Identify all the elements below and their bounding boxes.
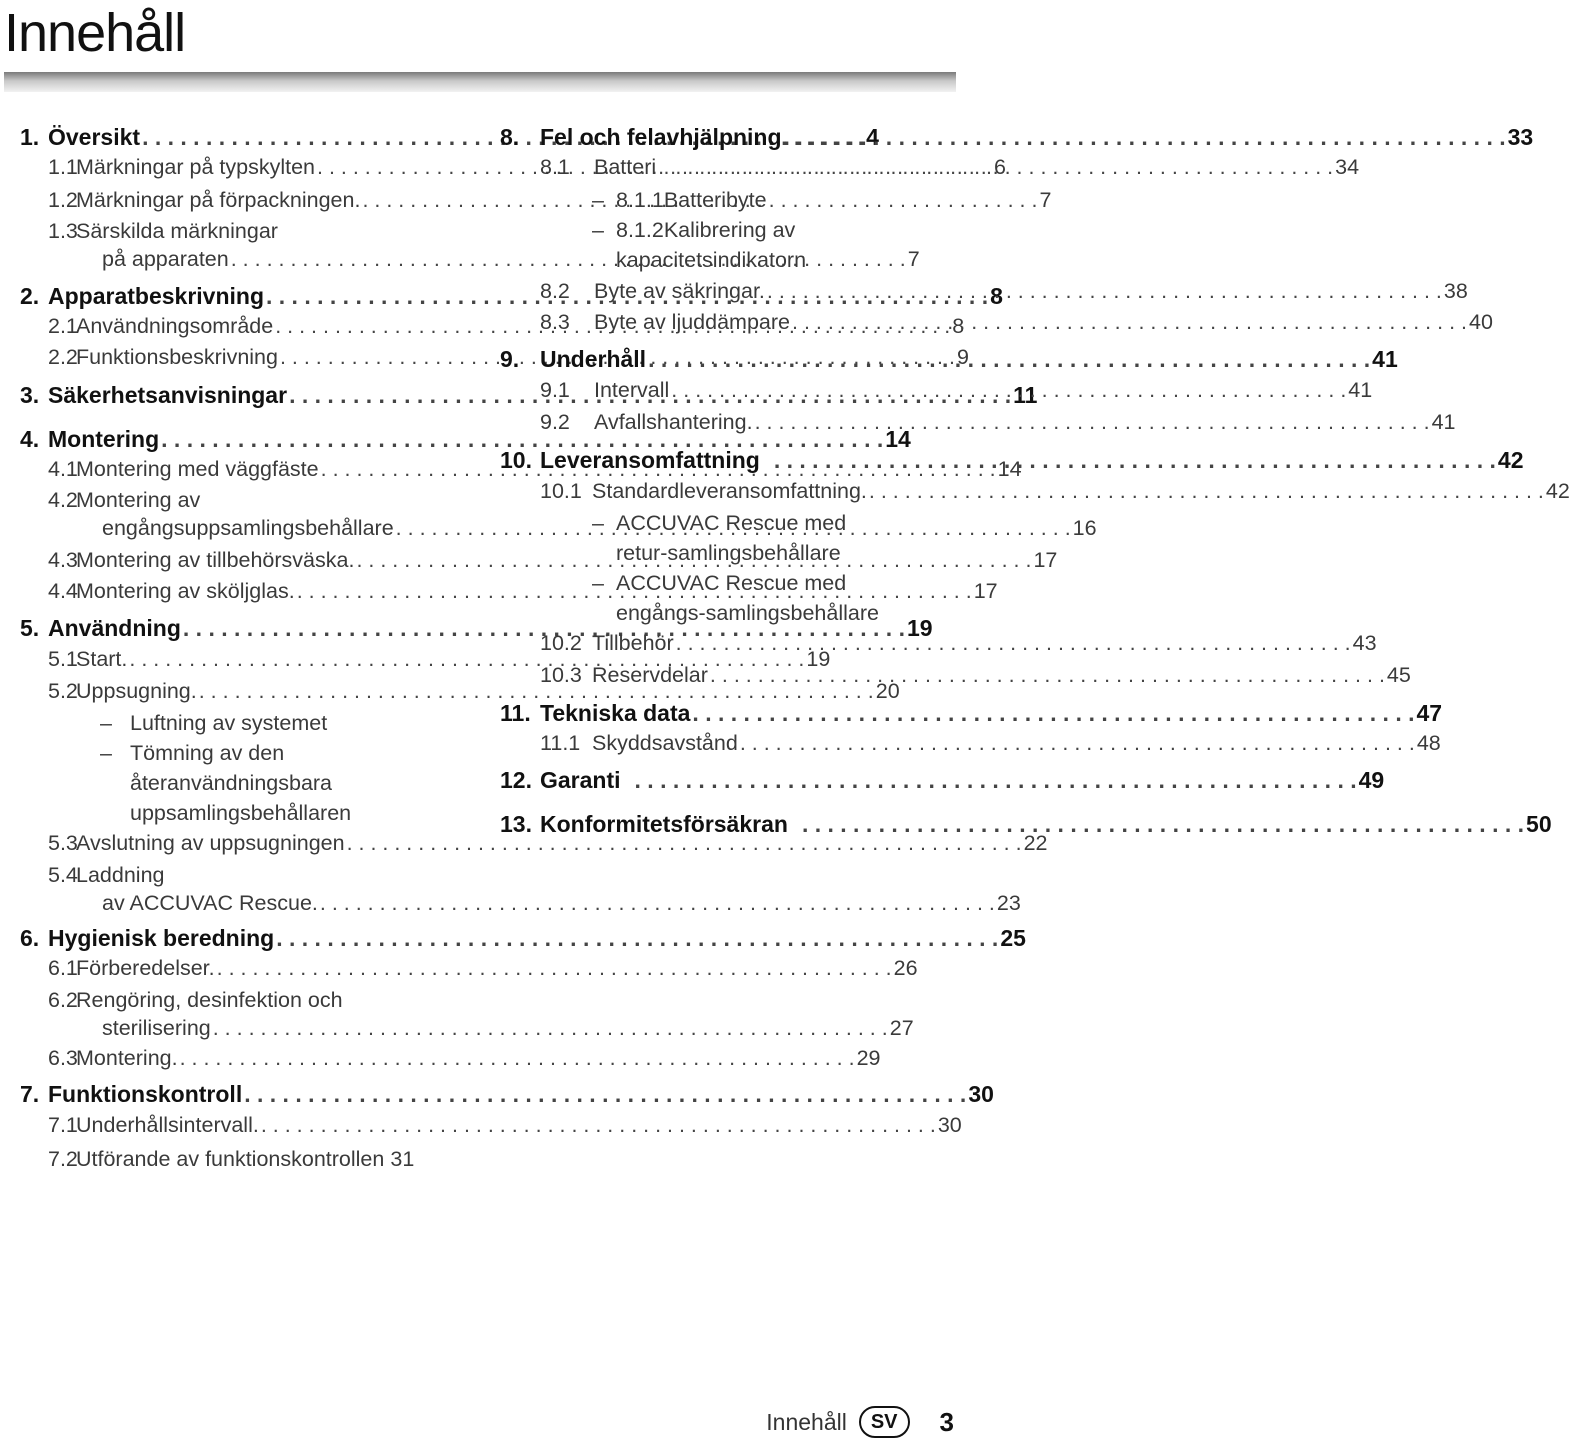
toc-entry-8-1[interactable]: 8.1 Batteri . . . 34 xyxy=(500,153,950,181)
toc-entry-10[interactable]: 10. Leveransomfattning . . . 42 xyxy=(500,446,950,474)
toc-entry-4-4[interactable]: 4.4 Montering av sköljglas. . . . 17 xyxy=(20,577,458,605)
toc-entry-9-1[interactable]: 9.1 Intervall . . . 41 xyxy=(500,376,950,404)
footer-label: Innehåll xyxy=(766,1408,847,1435)
toc-subitem-5-2-b[interactable]: – Tömning av den återanvändningsbara uppsamlingsbehållaren xyxy=(100,741,352,825)
page-title: Innehåll xyxy=(4,3,186,63)
toc-entry-6-3[interactable]: 6.3 Montering. . . . 29 xyxy=(20,1044,458,1072)
toc-entry-5-4[interactable]: 5.4 Laddning av ACCUVAC Rescue. . . . 23 xyxy=(20,861,458,917)
toc-entry-5[interactable]: 5. Användning . . . 19 xyxy=(20,614,458,642)
toc-subitem-8-1-1[interactable]: – 8.1.1 Batteribyte xyxy=(592,188,767,212)
page-footer xyxy=(766,1406,954,1438)
toc-entry-3[interactable]: 3. Säkerhetsanvisningar . . . 11 xyxy=(20,381,458,409)
toc-subitem-5-2-a[interactable]: – Luftning av systemet xyxy=(100,711,328,735)
toc-entry-5-1[interactable]: 5.1 Start. . . . 19 xyxy=(20,645,458,673)
toc-entry-10-2[interactable]: 10.2 Tillbehör . . . 43 xyxy=(500,629,950,657)
toc-entry-12[interactable]: 12. Garanti . . . 49 xyxy=(500,766,950,794)
toc-subitem-8-1-2[interactable]: – 8.1.2 Kalibrering av kapacitetsindikatorn xyxy=(592,218,807,272)
toc-entry-7-1[interactable]: 7.1 Underhållsintervall. . . . 30 xyxy=(20,1111,458,1139)
toc-entry-9[interactable]: 9. Underhåll . . . 41 xyxy=(500,345,950,373)
toc-entry-13[interactable]: 13. Konformitetsförsäkran . . . 50 xyxy=(500,810,950,838)
toc-entry-1[interactable]: 1. Översikt . . . 4 xyxy=(20,123,458,151)
toc-entry-9-2[interactable]: 9.2 Avfallshantering. . . . 41 xyxy=(500,408,950,436)
toc-entry-6-2[interactable]: 6.2 Rengöring, desinfektion och sterilisering . . . 27 xyxy=(20,986,458,1042)
toc-entry-5-2[interactable]: 5.2 Uppsugning. . . . 20 xyxy=(20,677,458,705)
toc-entry-1-2[interactable]: 1.2 Märkningar på förpackningen. . . . 7 xyxy=(20,186,458,214)
toc-entry-2-1[interactable]: 2.1 Användningsområde . . . 8 xyxy=(20,312,458,340)
toc-entry-4-3[interactable]: 4.3 Montering av tillbehörsväska. . . . 17 xyxy=(20,546,458,574)
toc-subitem-10-1-a[interactable]: – ACCUVAC Rescue med retur-samlingsbehållare xyxy=(592,511,847,565)
page-number: 3 xyxy=(939,1406,954,1437)
toc-entry-8-3[interactable]: 8.3 Byte av ljuddämpare . . . 40 xyxy=(500,308,950,336)
toc-entry-1-1[interactable]: 1.1 Märkningar på typskylten . . . 6 xyxy=(20,153,458,181)
language-badge: SV xyxy=(859,1406,910,1438)
toc-entry-11[interactable]: 11. Tekniska data . . . 47 xyxy=(500,699,950,727)
toc-entry-2-2[interactable]: 2.2 Funktionsbeskrivning . . . 9 xyxy=(20,343,458,371)
toc-subitem-10-1-b[interactable]: – ACCUVAC Rescue med engångs-samlingsbehållare xyxy=(592,571,879,625)
toc-entry-11-1[interactable]: 11.1 Skyddsavstånd . . . 48 xyxy=(500,729,950,757)
toc-entry-10-3[interactable]: 10.3 Reservdelar . . . 45 xyxy=(500,661,950,689)
title-rule xyxy=(4,72,956,92)
toc-entry-6[interactable]: 6. Hygienisk beredning . . . 25 xyxy=(20,924,458,952)
toc-entry-8-2[interactable]: 8.2 Byte av säkringar. . . . 38 xyxy=(500,277,950,305)
toc-entry-7-2[interactable]: 7.2 Utförande av funktionskontrollen 31 xyxy=(48,1147,415,1171)
toc-entry-4-1[interactable]: 4.1 Montering med väggfäste . . . 14 xyxy=(20,455,458,483)
toc-entry-4-2[interactable]: 4.2 Montering av engångsuppsamlingsbehållare . . . 16 xyxy=(20,486,458,542)
toc-entry-7[interactable]: 7. Funktionskontroll . . . 30 xyxy=(20,1080,458,1108)
toc-entry-2[interactable]: 2. Apparatbeskrivning . . . 8 xyxy=(20,282,458,310)
toc-entry-1-3[interactable]: 1.3 Särskilda märkningar på apparaten . . . 7 xyxy=(20,217,458,273)
toc-entry-10-1[interactable]: 10.1 Standardleveransomfattning. . . . 42 xyxy=(500,477,950,505)
toc-entry-8[interactable]: 8. Fel och felavhjälpning . . . 33 xyxy=(500,123,950,151)
toc-entry-6-1[interactable]: 6.1 Förberedelser. . . . 26 xyxy=(20,954,458,982)
toc-entry-4[interactable]: 4. Montering . . . 14 xyxy=(20,425,458,453)
toc-entry-5-3[interactable]: 5.3 Avslutning av uppsugningen . . . 22 xyxy=(20,829,458,857)
